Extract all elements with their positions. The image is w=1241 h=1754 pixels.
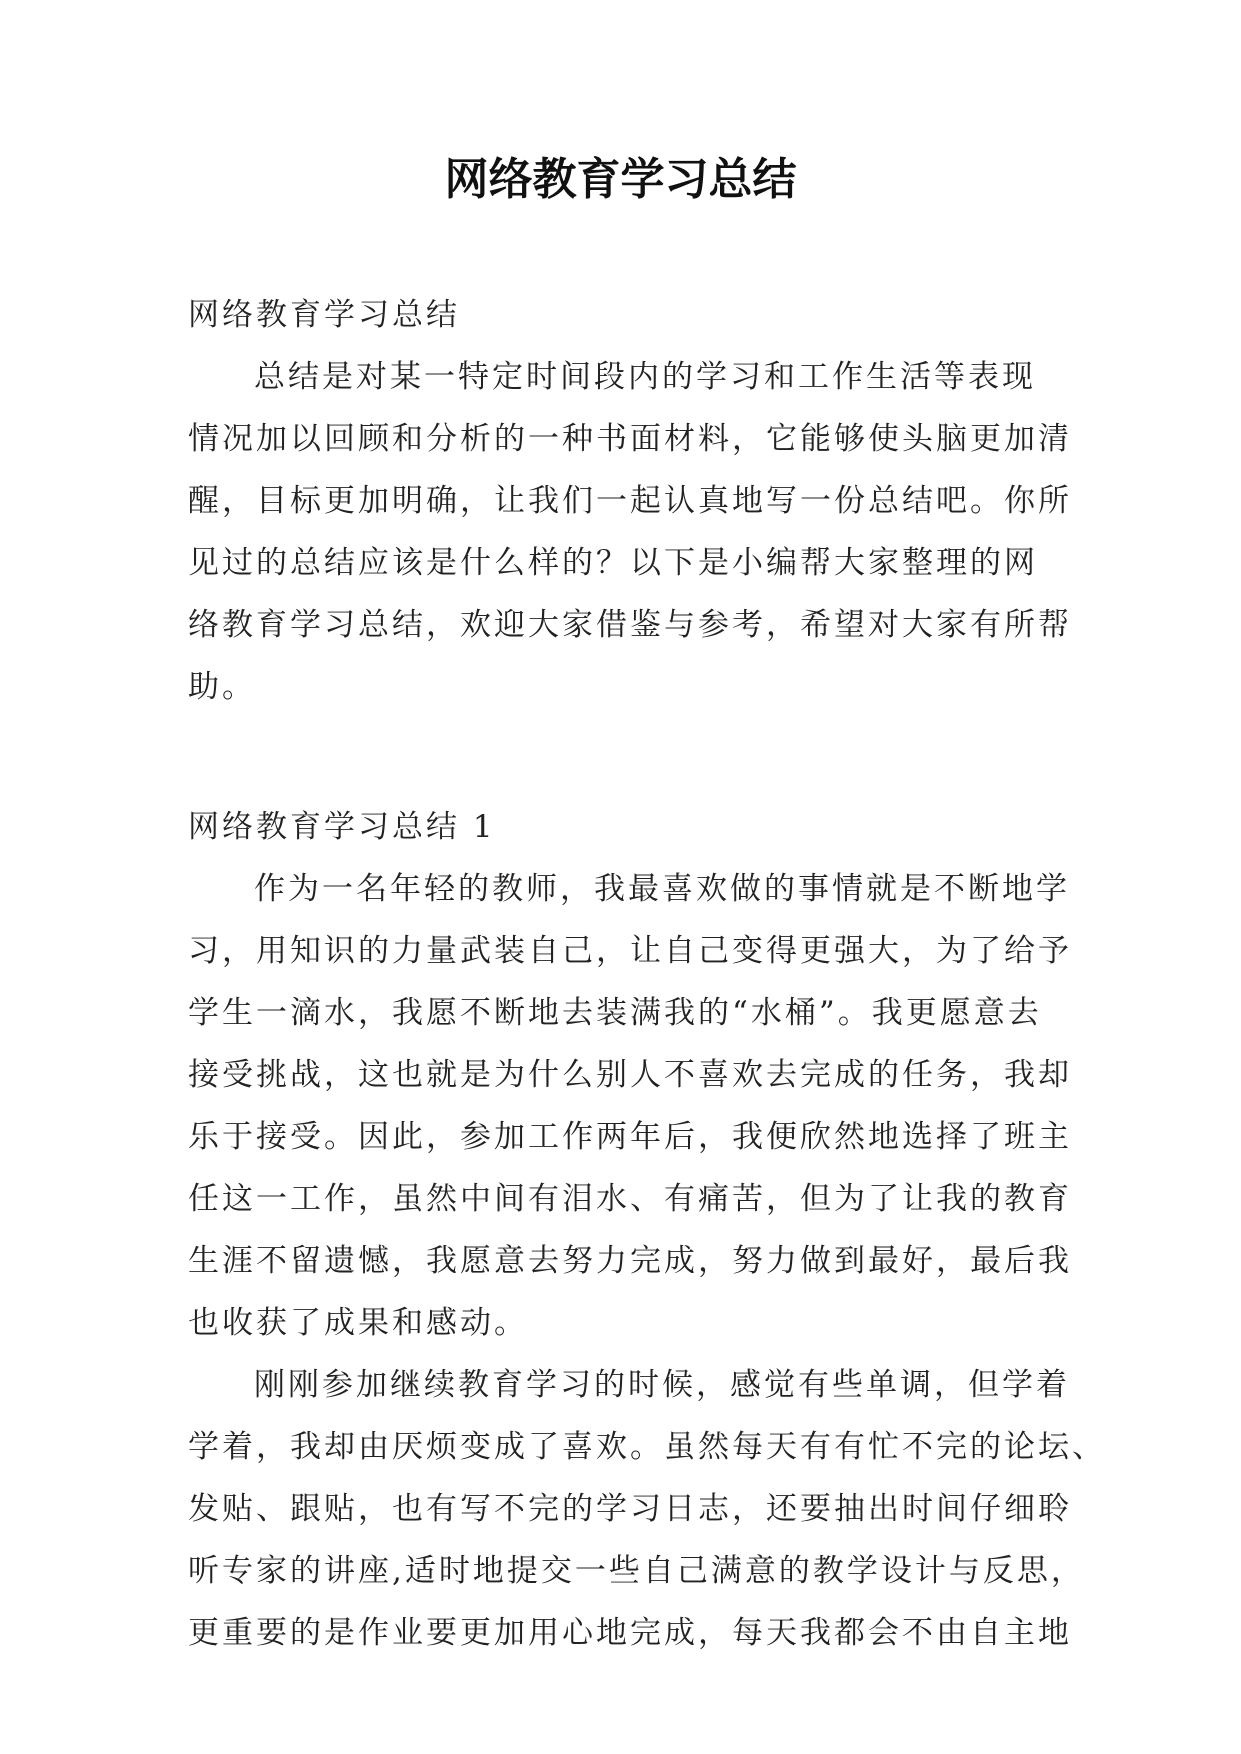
paragraph-line: 听专家的讲座,适时地提交一些自己满意的教学设计与反思，: [188, 1553, 1085, 1589]
paragraph-line: 发贴、跟贴，也有写不完的学习日志，还要抽出时间仔细聆: [188, 1491, 1072, 1527]
paragraph-line: 醒，目标更加明确，让我们一起认真地写一份总结吧。你所: [188, 483, 1072, 519]
paragraph-line: 总结是对某一特定时间段内的学习和工作生活等表现: [254, 359, 1036, 395]
paragraph-line: 更重要的是作业要更加用心地完成，每天我都会不由自主地: [188, 1615, 1072, 1651]
paragraph-line: 络教育学习总结，欢迎大家借鉴与参考，希望对大家有所帮: [188, 607, 1072, 643]
paragraph-line: 生涯不留遗憾，我愿意去努力完成，努力做到最好，最后我: [188, 1243, 1072, 1279]
section-heading: 网络教育学习总结 1: [188, 809, 496, 845]
paragraph-line: 学着，我却由厌烦变成了喜欢。虽然每天有有忙不完的论坛、: [188, 1429, 1106, 1465]
paragraph-line: 任这一工作，虽然中间有泪水、有痛苦，但为了让我的教育: [188, 1181, 1072, 1217]
paragraph-line: 习，用知识的力量武装自己，让自己变得更强大，为了给予: [188, 933, 1072, 969]
document-body: [188, 284, 1106, 1664]
paragraph-line: 接受挑战，这也就是为什么别人不喜欢去完成的任务，我却: [188, 1057, 1072, 1093]
paragraph-line: 见过的总结应该是什么样的？以下是小编帮大家整理的网: [188, 545, 1038, 581]
section1-paragraph-2: [188, 1354, 1106, 1664]
document-title: 网络教育学习总结: [444, 154, 797, 205]
paragraph-line: 乐于接受。因此，参加工作两年后，我便欣然地选择了班主: [188, 1119, 1072, 1155]
paragraph-line: 助。: [188, 669, 256, 705]
paragraph-line: 也收获了成果和感动。: [188, 1305, 528, 1341]
paragraph-line: 刚刚参加继续教育学习的时候，感觉有些单调，但学着: [254, 1367, 1070, 1403]
intro-heading: 网络教育学习总结: [188, 297, 460, 333]
paragraph-line: 学生一滴水，我愿不断地去装满我的“水桶”。我更愿意去: [188, 995, 1042, 1031]
paragraph-line: 情况加以回顾和分析的一种书面材料，它能够使头脑更加清: [188, 421, 1072, 457]
paragraph-line: 作为一名年轻的教师，我最喜欢做的事情就是不断地学: [254, 871, 1070, 907]
intro-paragraph: [188, 346, 1072, 718]
section1-paragraph-1: [188, 858, 1072, 1354]
section-spacer: [188, 718, 1056, 796]
